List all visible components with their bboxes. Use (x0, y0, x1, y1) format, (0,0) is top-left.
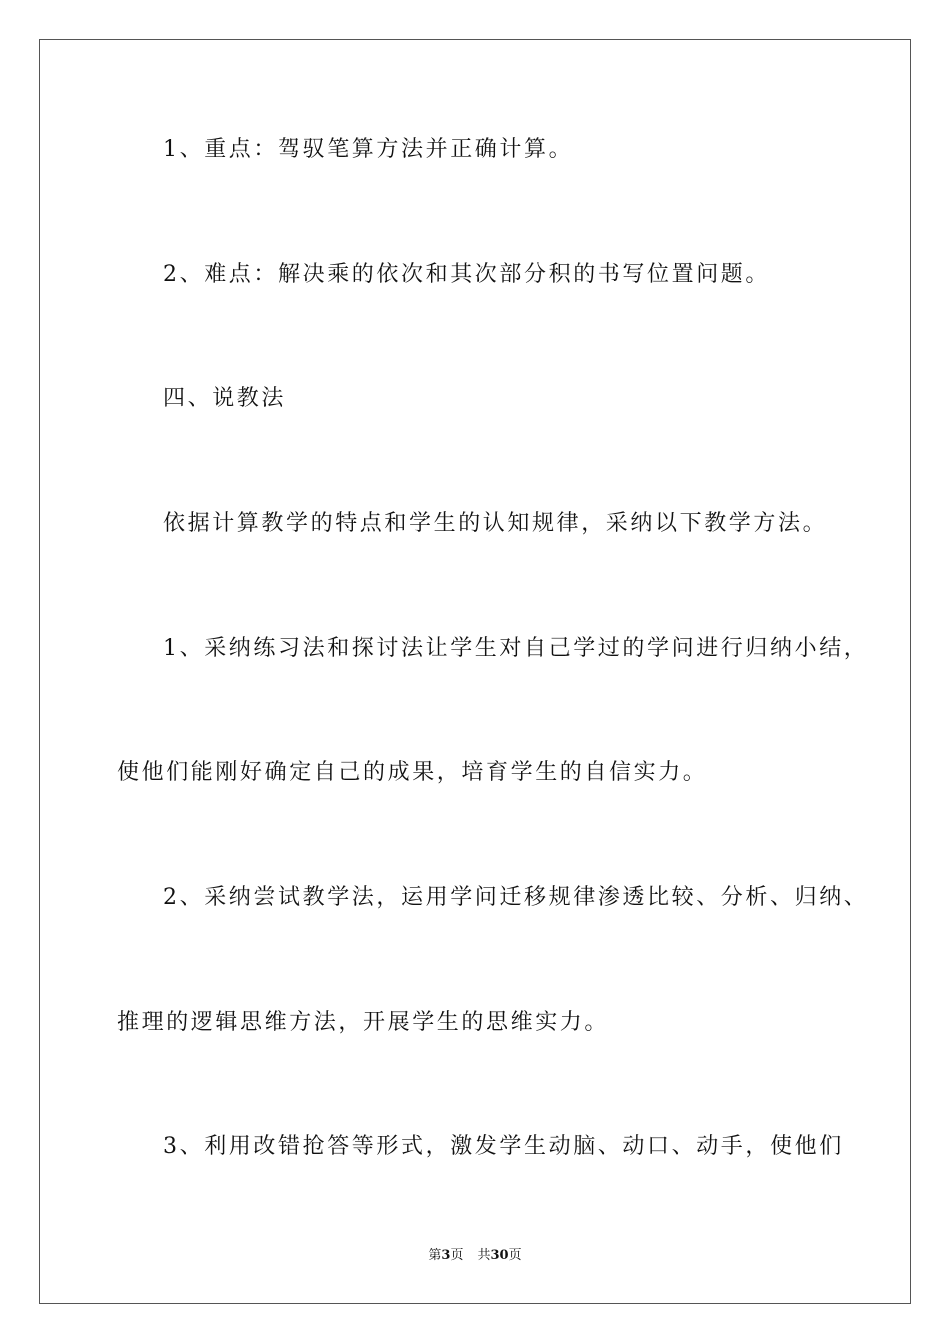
footer-total-suffix: 页 (508, 1248, 522, 1263)
paragraph-method-3-line-1: 3、利用改错抢答等形式，激发学生动脑、动口、动手，使他们 (163, 1134, 844, 1159)
footer-page-prefix: 第 (428, 1248, 442, 1263)
section-heading-teaching-method: 四、说教法 (163, 386, 287, 411)
footer-page-suffix: 页 (450, 1248, 464, 1263)
paragraph-method-1-line-1: 1、采纳练习法和探讨法让学生对自己学过的学问进行归纳小结， (163, 636, 869, 661)
footer-total-pages: 30 (490, 1248, 509, 1263)
paragraph-method-intro: 依据计算教学的特点和学生的认知规律，采纳以下教学方法。 (163, 511, 828, 536)
paragraph-difficult-point: 2、难点：解决乘的依次和其次部分积的书写位置问题。 (163, 262, 770, 287)
paragraph-method-2-line-1: 2、采纳尝试教学法，运用学问迁移规律渗透比较、分析、归纳、 (163, 885, 869, 910)
footer-total-prefix: 共 (477, 1248, 491, 1263)
paragraph-method-1-line-2: 使他们能刚好确定自己的成果，培育学生的自信实力。 (117, 760, 708, 785)
paragraph-key-point: 1、重点：驾驭笔算方法并正确计算。 (163, 137, 574, 162)
page-border (39, 39, 911, 1304)
footer-page-number: 3 (441, 1248, 451, 1263)
page-footer (0, 1246, 950, 1266)
paragraph-method-2-line-2: 推理的逻辑思维方法，开展学生的思维实力。 (117, 1010, 610, 1035)
